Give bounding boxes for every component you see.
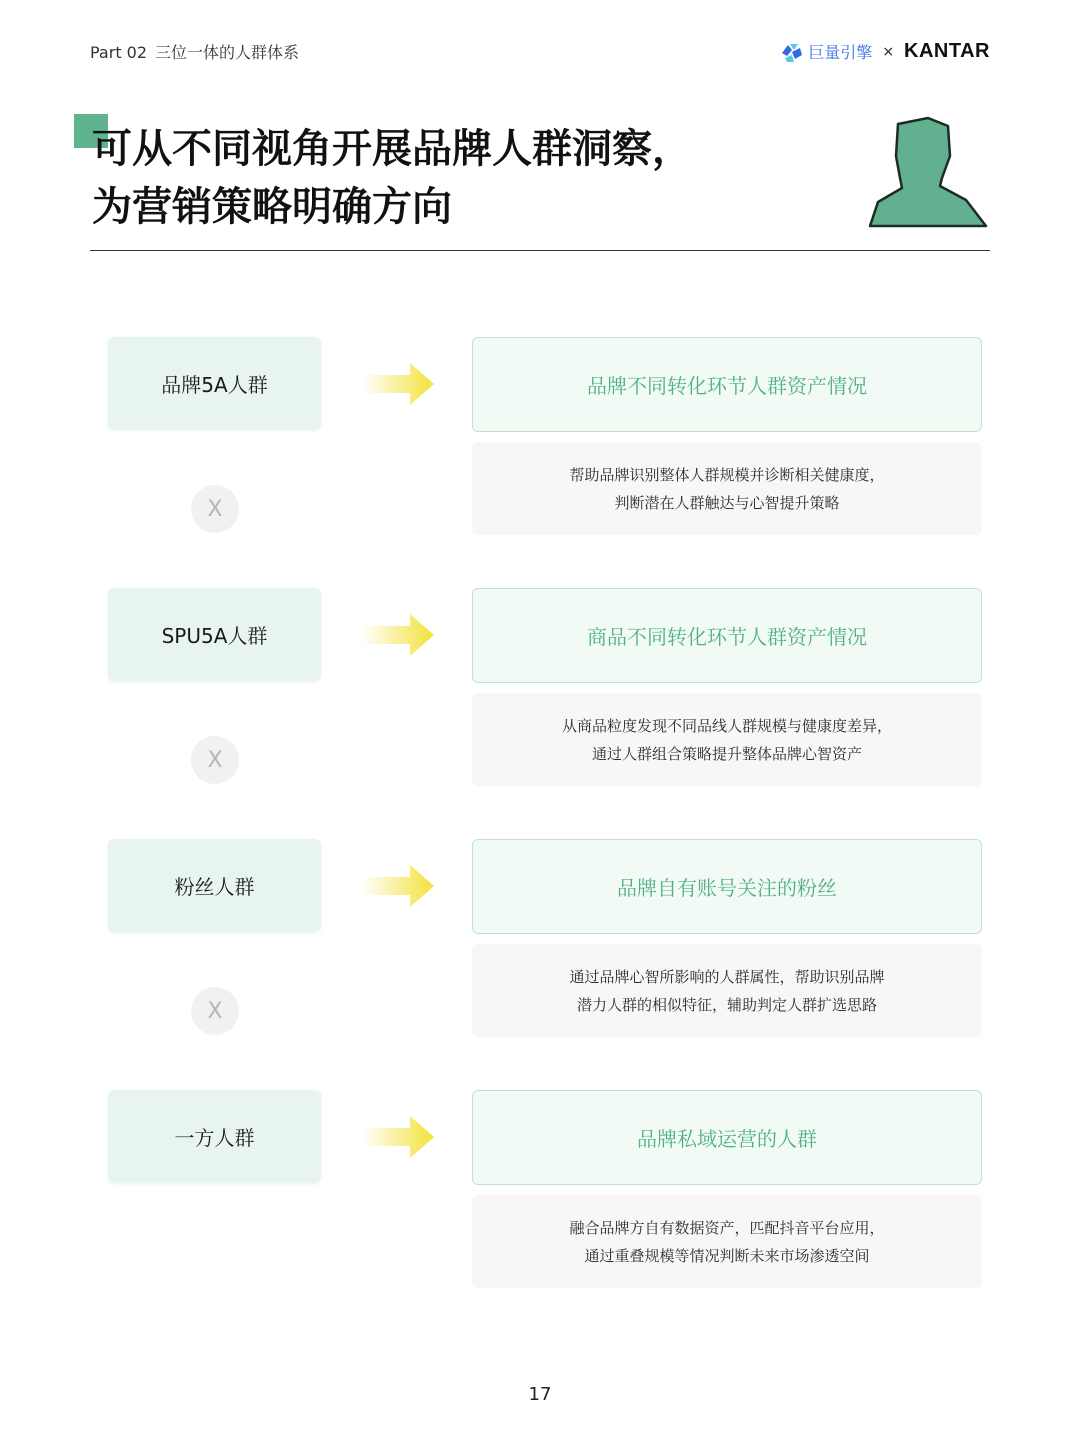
title-line-2: 为营销策略明确方向 [92,184,452,230]
description-line: 判断潜在人群触达与心智提升策略 [614,493,840,512]
insight-heading-box: 品牌自有账号关注的粉丝 [472,839,982,934]
audience-row [0,839,1080,1039]
audience-row [0,588,1080,788]
insight-description-box [472,1195,982,1288]
audience-label-box: 一方人群 [108,1090,321,1183]
times-symbol: × [882,43,895,60]
section-header [90,40,299,63]
description-line: 帮助品牌识别整体人群规模并诊断相关健康度， [569,465,885,484]
description-line: 通过重叠规模等情况判断未来市场渗透空间 [584,1246,870,1265]
brand-logos [780,40,990,63]
section-title: 三位一体的人群体系 [155,43,300,62]
insight-heading-box: 品牌不同转化环节人群资产情况 [472,337,982,432]
arrow-right-icon [362,1116,436,1158]
person-icon [868,116,990,230]
brand-cn-text: 巨量引擎 [808,43,873,62]
audience-row [0,1090,1080,1290]
title-line-1: 可从不同视角开展品牌人群洞察， [92,126,692,172]
cross-icon: X [191,736,239,784]
page-number: 17 [528,1384,552,1405]
ocean-engine-logo [780,40,872,63]
cross-icon: X [191,987,239,1035]
description-line: 通过品牌心智所影响的人群属性，帮助识别品牌 [569,967,885,986]
audience-label-box: SPU5A人群 [108,588,321,681]
insight-description-box [472,944,982,1037]
arrow-right-icon [362,865,436,907]
ocean-engine-icon [780,41,804,63]
cross-icon: X [191,485,239,533]
audience-label-box: 粉丝人群 [108,839,321,932]
insight-heading-box: 商品不同转化环节人群资产情况 [472,588,982,683]
audience-row [0,337,1080,537]
description-line: 潜力人群的相似特征，辅助判定人群扩选思路 [576,995,877,1014]
kantar-logo: KANTAR [904,40,990,62]
insight-heading-box: 品牌私域运营的人群 [472,1090,982,1185]
page-title [92,120,692,236]
audience-label-box: 品牌5A人群 [108,337,321,430]
description-line: 通过人群组合策略提升整体品牌心智资产 [591,744,862,763]
part-label: Part 02 [90,43,148,62]
arrow-right-icon [362,363,436,405]
insight-description-box [472,442,982,535]
arrow-right-icon [362,614,436,656]
insight-description-box [472,693,982,786]
description-line: 从商品粒度发现不同品线人群规模与健康度差异， [561,716,892,735]
title-divider [90,250,990,251]
description-line: 融合品牌方自有数据资产，匹配抖音平台应用， [569,1218,885,1237]
